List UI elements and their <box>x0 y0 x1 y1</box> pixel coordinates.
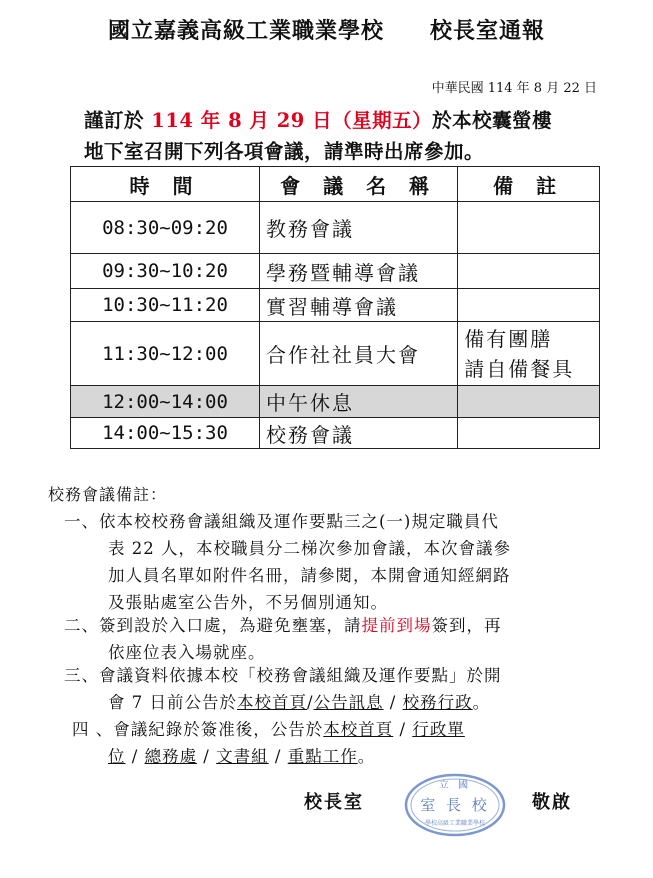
note-line: 備有團膳 <box>464 326 553 351</box>
note-line: 簽到，再 <box>431 616 502 635</box>
row-meeting-name: 合作社社員大會 <box>260 322 458 386</box>
document-title: 國立嘉義高級工業職業學校 校長室通報 <box>107 18 545 44</box>
row-meeting-name: 學務暨輔導會議 <box>260 254 458 289</box>
note-line-end: 。 <box>357 747 376 766</box>
notes-title: 校務會議備註： <box>48 485 168 504</box>
note-line: 加人員名單如附件名冊，請參閱，本開會通知經網路 <box>108 566 511 585</box>
note-line-end: 。 <box>472 693 491 712</box>
link-school-homepage[interactable]: 本校首頁 <box>237 693 307 712</box>
meeting-date-highlight: 114 年 8 月 29 日（星期五） <box>151 109 433 132</box>
row-time: 08:30~09:20 <box>71 202 260 254</box>
note-number: 四 、 <box>72 720 114 739</box>
seal-text-bottom: 學校高級工業職業學校 <box>424 820 485 827</box>
note-line: 依本校校務會議組織及運作要點三之(一)規定職員代 <box>99 512 499 531</box>
row-note <box>458 322 600 386</box>
intro-prefix: 謹訂於 <box>84 109 152 132</box>
arrive-early-highlight: 提前到場 <box>361 616 432 635</box>
path-separator: / <box>197 747 217 766</box>
intro-location: 於本校囊螢樓 <box>432 109 553 132</box>
header-note: 備 註 <box>458 167 600 202</box>
note-number: 二、 <box>64 616 99 635</box>
table-row <box>71 254 600 289</box>
meeting-schedule-table <box>70 166 600 449</box>
link-admin-units[interactable]: 行政單 <box>412 720 465 739</box>
path-separator: / <box>268 747 288 766</box>
link-school-homepage[interactable]: 本校首頁 <box>323 720 394 739</box>
row-note <box>458 289 600 322</box>
note-line: 表 22 人，本校職員分二梯次參加會議，本次會議參 <box>108 539 511 558</box>
closing-salutation: 敬啟 <box>532 792 572 813</box>
path-separator: / <box>307 693 314 712</box>
header-meeting-name: 會 議 名 稱 <box>260 167 458 202</box>
document-date: 中華民國 114 年 8 月 22 日 <box>431 81 597 96</box>
seal-text-top: 立 國 <box>438 780 472 791</box>
table-row <box>71 289 600 322</box>
row-time: 11:30~12:00 <box>71 322 260 386</box>
header-time: 時 間 <box>71 167 260 202</box>
row-time: 10:30~11:20 <box>71 289 260 322</box>
path-separator: / <box>393 720 413 739</box>
row-note <box>458 418 600 449</box>
row-time: 14:00~15:30 <box>71 418 260 449</box>
office-signature: 校長室 <box>304 792 364 813</box>
principal-office-seal <box>404 773 506 837</box>
row-note <box>458 386 600 418</box>
note-line: 會議紀錄於簽准後，公告於 <box>113 720 324 739</box>
link-announcements[interactable]: 公告訊息 <box>313 693 384 712</box>
path-separator: / <box>125 747 145 766</box>
note-number: 一、 <box>64 512 99 531</box>
link-admin-units-cont[interactable]: 位 <box>108 747 126 766</box>
note-line: 簽到設於入口處，為避免壅塞，請 <box>99 616 362 635</box>
row-time: 12:00~14:00 <box>71 386 260 418</box>
note-line: 會 7 日前公告於 <box>108 693 237 712</box>
path-separator: / <box>383 693 403 712</box>
note-item-1 <box>64 508 584 616</box>
row-meeting-name: 中午休息 <box>260 386 458 418</box>
table-header-row <box>71 167 600 202</box>
meeting-announcement <box>84 105 604 167</box>
intro-line2: 地下室召開下列各項會議，請準時出席參加。 <box>84 140 485 163</box>
table-row <box>71 202 600 254</box>
link-key-work[interactable]: 重點工作 <box>287 747 358 766</box>
row-meeting-name: 教務會議 <box>260 202 458 254</box>
note-number: 三、 <box>64 666 99 685</box>
note-item-4 <box>72 716 592 770</box>
link-documents-section[interactable]: 文書組 <box>216 747 269 766</box>
row-note <box>458 202 600 254</box>
note-line: 依座位表入場就座。 <box>108 643 266 662</box>
table-row <box>71 322 600 386</box>
note-item-2 <box>64 612 584 666</box>
table-row <box>71 418 600 449</box>
note-line: 請自備餐具 <box>464 356 575 381</box>
table-row <box>71 386 600 418</box>
note-line: 及張貼處室公告外，不另個別通知。 <box>108 593 388 612</box>
row-time: 09:30~10:20 <box>71 254 260 289</box>
note-item-3 <box>64 662 584 716</box>
seal-text-middle: 室 長 校 <box>420 796 490 814</box>
link-general-affairs[interactable]: 總務處 <box>144 747 198 766</box>
link-school-administration[interactable]: 校務行政 <box>402 693 473 712</box>
row-note <box>458 254 600 289</box>
note-line: 會議資料依據本校「校務會議組織及運作要點」於開 <box>99 666 502 685</box>
row-meeting-name: 實習輔導會議 <box>260 289 458 322</box>
row-meeting-name: 校務會議 <box>260 418 458 449</box>
